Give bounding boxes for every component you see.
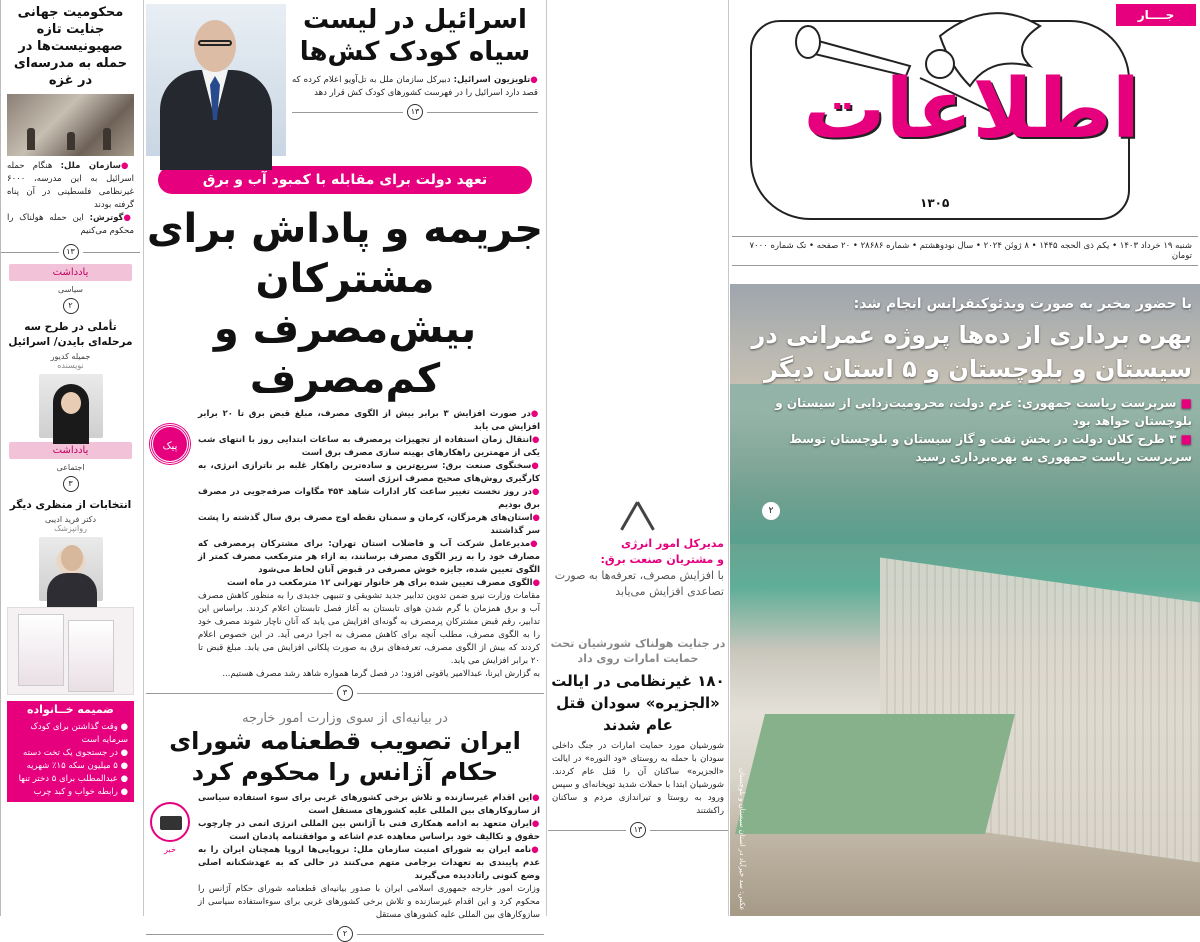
sudan-headline[interactable]: ۱۸۰ غیرنظامی در ایالت «الجزیره» سودان قتل عام شدند	[551, 672, 725, 734]
author-name: جمیله کدیور	[50, 352, 91, 361]
list-item: ●سخنگوی صنعت برق: سریع‌ترین و ساده‌ترین راهکار غلبه بر ناترازی انرژی، به کارگیری روش‌های صحیح مصرف انرژی است	[198, 461, 541, 484]
inner-column	[548, 490, 728, 916]
iaea-headline[interactable]: ایران تصویب قطعنامه شورای حکام آژانس را محکوم کرد	[169, 727, 521, 786]
list-item: ● ۵ میلیون سکه ۱۵٪ شهریه	[26, 761, 128, 771]
page-ref[interactable]: ۱۳	[292, 104, 538, 120]
masthead-logo[interactable]: اطلاعات	[803, 62, 1140, 157]
dam-photo-text	[738, 290, 1192, 466]
author-portrait	[39, 374, 103, 438]
list-item: ●در روز نخست تغییر ساعت کار ادارات شاهد ۴۵۴ مگاوات صرفه‌جویی در مصرف برق بودیم	[198, 487, 540, 510]
founding-year: ۱۳۰۵	[920, 196, 950, 210]
list-item: ●نامه ایران به شورای امنیت سازمان ملل: نروپایی‌ها اروپا همچنان ایران را به عدم پایبندی به تعهدات برجامی متهم می‌کنند در حالی که به عهدشکنانه اصلی وضع کنونی راتاددیده می‌گیرند	[198, 845, 540, 881]
page-ref[interactable]: ۱۳	[548, 822, 728, 838]
lead-story-text: ●در صورت افزایش ۳ برابر بیش از الگوی مصرف، مبلغ قبض برق تا ۲۰ برابر افزایش می یابد ●انتقال زمان استفاده از تجهیزات پرمصرف به ساعات ابتدایی روز با انتهای شب یکی از مهمترین راهکارهای بهینه سازی مصرف برق است ●سخنگوی صنعت برق: سریع‌ترین و ساده‌ترین راهکار غلبه بر ناترازی انرژی، به کارگیری روش‌های صحیح مصرف انرژی است ●در روز نخست تغییر ساعت کار ادارات شاهد ۴۵۴ مگاوات صرفه‌جویی در مصرف برق بودیم ●استان‌های هرمزگان، کرمان و سمنان نقطه اوج مصرف برق سال گذشته را پشت سر گذاشتند ●مدیرعامل شرکت آب و فاضلاب استان تهران: برای مشترکان پرمصرفی که مصارف خود را به زیر الگوی مصرف برسانند، به ازاء هر مترمکعب مصرف کمتر از الگوی تعیین شده، جایزه خوش مصرفی در قبوض آنان لحاظ می‌شود ●الگوی مصرف تعیین شده برای هر خانوار تهرانی ۱۲ مترمکعب در ماه است مقامات وزارت نیرو ضمن تدوین تدابیر جدید تشویقی و تنبیهی جدیدی را به منظور کاهش مصرف آب و برق همزمان با گرم شدن هوای تابستان به آغاز فصل تابستان اعلام کردند. براساس این تدابیر، رقم قبض مشترکان پرمصرف به گونه‌ای افزایش می یابد که آنان ناچار شوند مصرف خود را به الگوی مصرف، مطلب آنچه برای کاهش مصرف به اجرا درمی آید. در این خصوص اعلام کردند که بیش از الگوی مصرف، تعرفه‌های برق به صورت پلکانی افزایش می یابد. مبلغ قبض تا ۲۰ برابر افزایش می یابد. به گزارش ایرنا، عبدالامیر یاقوتی افزود: در فصل گرما همواره شاهد رشد مصرف هستیم...	[198, 409, 541, 679]
page-ref[interactable]: ۲	[1, 298, 140, 314]
guterres-photo[interactable]	[146, 4, 286, 156]
author-portrait	[39, 537, 103, 601]
government-pledge-banner[interactable]: تعهد دولت برای مقابله با کمبود آب و برق	[158, 166, 532, 194]
jar-badge[interactable]: جــــار	[1116, 4, 1196, 26]
list-item: ●استان‌های هرمزگان، کرمان و سمنان نقطه اوج مصرف برق سال گذشته را پشت سر گذاشتند	[198, 513, 541, 536]
iaea-text: ●این اقدام غیرسازنده و تلاش برخی کشورهای غربی برای سوء استفاده سیاسی از سازوکارهای بین المللی علیه کشورهای مستقل است ●ایران متعهد به ادامه همکاری فنی با آژانس بین المللی انرژی اتمی در چارچوب حقوق و تکالیف خود براساس معاهده عدم اشاعه و موافقتنامه پادمان است ●نامه ایران به شورای امنیت سازمان ملل: نروپایی‌ها اروپا همچنان ایران را به عدم پایبندی به تعهدات برجامی متهم می‌کنند در حالی که به عهدشکنانه اصلی وضع کنونی راتاددیده می‌گیرند وزارت امور خارجه جمهوری اسلامی ایران با صدور بیانیه‌ای قطعنامه شورای حکام آژانس را محکوم کرد و این اقدام غیرسازنده و تلاش برخی کشورهای غربی برای سوءاستفاده سیاسی از سازوکارهای بین المللی علیه کشورهای مستقل	[198, 793, 541, 920]
list-item: ● عبدالمطلب برای ۵ دختر تنها	[18, 774, 128, 784]
typewriter-icon: خبر	[150, 802, 190, 842]
author-name: دکتر فرید ادیبی	[44, 515, 97, 524]
note-section-bar: یادداشت	[9, 442, 132, 459]
middle-column	[146, 0, 544, 938]
dam-headline[interactable]: بهره برداری از ده‌ها پروژه عمرانی در سیستان و بلوچستان و ۵ استان دیگر	[751, 321, 1192, 383]
note-section-bar: یادداشت	[9, 264, 132, 281]
list-item: ●در صورت افزایش ۳ برابر بیش از الگوی مصرف، مبلغ قبض برق تا ۲۰ برابر افزایش می یابد	[198, 409, 541, 432]
dateline: شنبه ۱۹ خرداد ۱۴۰۳ • یکم ذی الحجه ۱۴۴۵ • ۸ ژوئن ۲۰۲۴ • سال نودوهشتم • شماره ۲۸۶۸۶ • ۲۰ صفحه • تک شماره ۷۰۰۰ تومان	[732, 236, 1198, 266]
list-item: ● در جستجوی یک تخت دسته	[23, 748, 128, 758]
page-ref[interactable]: ۳	[146, 685, 544, 701]
family-supplement-list	[7, 718, 134, 802]
page-ref[interactable]: ۲	[146, 926, 544, 942]
list-item: ● رابطه خواب و کبد چرب	[33, 787, 128, 797]
page-ref[interactable]: ۲	[762, 502, 780, 520]
blacklist-text: ●تلویزیون اسرائیل: دبیرکل سازمان ملل به تل‌آویو اعلام کرده که قصد دارد اسرائیل را در فهرست کشورهای کودک کش قرار دهد	[292, 75, 538, 98]
page-ref[interactable]: ۳	[1, 476, 140, 492]
peyk-stamp-icon: پیک	[150, 424, 190, 464]
list-item: ●انتقال زمان استفاده از تجهیزات پرمصرف به ساعات ابتدایی روز با انتهای شب یکی از مهمترین راهکارهای بهینه سازی مصرف برق است	[198, 435, 540, 458]
sudan-kicker: در جنایت هولناک شورشیان تحت حمایت امارات روی داد	[550, 637, 726, 665]
iaea-kicker: در بیانیه‌ای از سوی وزارت امور خارجه	[242, 711, 448, 726]
dam-subhead: ■ سرپرست ریاست جمهوری: عزم دولت، محرومیت‌زدایی از سیستان و بلوچستان خواهد بود ■ ۳ طرح کلان دولت در بخش نفت و گاز سیستان و بلوچستان توسط سرپرست ریاست جمهوری به بهره‌برداری رسید	[775, 396, 1192, 464]
list-item: ●این اقدام غیرسازنده و تلاش برخی کشورهای غربی برای سوء استفاده سیاسی از سازوکارهای بین المللی علیه کشورهای مستقل است	[198, 793, 541, 816]
family-supplement-title[interactable]: ضمیمه خــانواده	[7, 701, 134, 718]
page-ref[interactable]: ۱۳	[1, 244, 140, 260]
list-item: ● وقت گذاشتن برای کودک سرمایه است	[30, 722, 128, 745]
blacklist-headline[interactable]: اسرائیل در لیست سیاه کودک کش‌ها	[299, 5, 531, 67]
left-column: محکومیت جهانی جنایت تازه صهیونیست‌ها در حمله به مدرسه‌ای در غزه ●سازمان ملل: هنگام حمله اسرائیل به این مدرسه، ۶۰۰۰ غیرنظامی فلسطینی در آن پناه گرفته بودند ●گوترش: این حمله هولناک را محکوم می‌کنیم ۱۳ یادداشت سیاسی ۲ تأملی در طرح سه مرحله‌ای بایدن/ اسرائیل جمیله کدیور نویسنده یادداشت اجتماعی ۳ انتخابات از منظری دیگر دکتر فرید ادیبی روانپزشک ضمیمه خــانواده ● وقت گذاشتن برای کودک سرمایه است ● در جستجوی یک تخت دسته ● ۵ میلیون سکه ۱۵٪ شهریه ● عبدالمطلب برای ۵ دختر تنها ● رابطه خواب و کبد چرب	[0, 0, 140, 916]
masthead[interactable]	[730, 0, 1200, 236]
list-item: ●مدیرعامل شرکت آب و فاضلاب استان تهران: برای مشترکان پرمصرفی که مصارف خود را به زیر الگوی مصرف برسانند، به ازاء هر مترمکعب مصرف کمتر از الگوی تعیین شده، جایزه خوش مصرفی در قبوض آنان لحاظ می‌شود	[198, 539, 540, 575]
sudan-text: شورشیان مورد حمایت امارات در جنگ داخلی سودان با حمله به روستای «ود النوره» در ایالت «الجزیره» ساکنان آن را قتل عام کردند. شورشیان ابتدا با حملات شدید توپخانه‌ای و سپس ورود به روستا و تیراندازی مردم و ساکنان راکشتند	[552, 741, 724, 816]
list-item: ●الگوی مصرف تعیین شده برای هر خانوار تهرانی ۱۲ مترمکعب در ماه است	[227, 578, 540, 588]
pens-icon	[548, 496, 728, 536]
dam-kicker: با حضور مخبر به صورت ویدئوکنفرانس انجام شد:	[853, 296, 1192, 312]
gaza-headline[interactable]: محکومیت جهانی جنایت تازه صهیونیست‌ها در حمله به مدرسه‌ای در غزه	[13, 5, 128, 88]
note-title-elections[interactable]: انتخابات از منظری دیگر	[9, 499, 132, 511]
gaza-text: ●سازمان ملل: هنگام حمله اسرائیل به این مدرسه، ۶۰۰۰ غیرنظامی فلسطینی در آن پناه گرفته بودند ●گوترش: این حمله هولناک را محکوم می‌کنیم	[7, 161, 135, 236]
note-title-biden[interactable]: تأملی در طرح سه مرحله‌ای بایدن/ اسرائیل	[8, 321, 133, 348]
main-headline[interactable]: جریمه و پاداش برای مشترکان بیش‌مصرف و کم‌مصرف	[146, 206, 544, 402]
family-supplement-cover[interactable]	[7, 607, 134, 695]
list-item: ●ایران متعهد به ادامه همکاری فنی با آژانس بین المللی انرژی اتمی در چارچوب حقوق و تکالیف خود براساس معاهده عدم اشاعه و موافقتنامه پادمان است	[198, 819, 540, 842]
gaza-school-photo[interactable]	[7, 94, 134, 156]
photo-caption: عکس: سد خیرآباد در استان سیستان و بلوچستان	[738, 767, 746, 910]
energy-quote: مدیرکل امور انرژی و مشتریان صنعت برق: با افزایش مصرف، تعرفه‌ها به صورت تصاعدی افزایش می‌یابد	[554, 537, 724, 598]
